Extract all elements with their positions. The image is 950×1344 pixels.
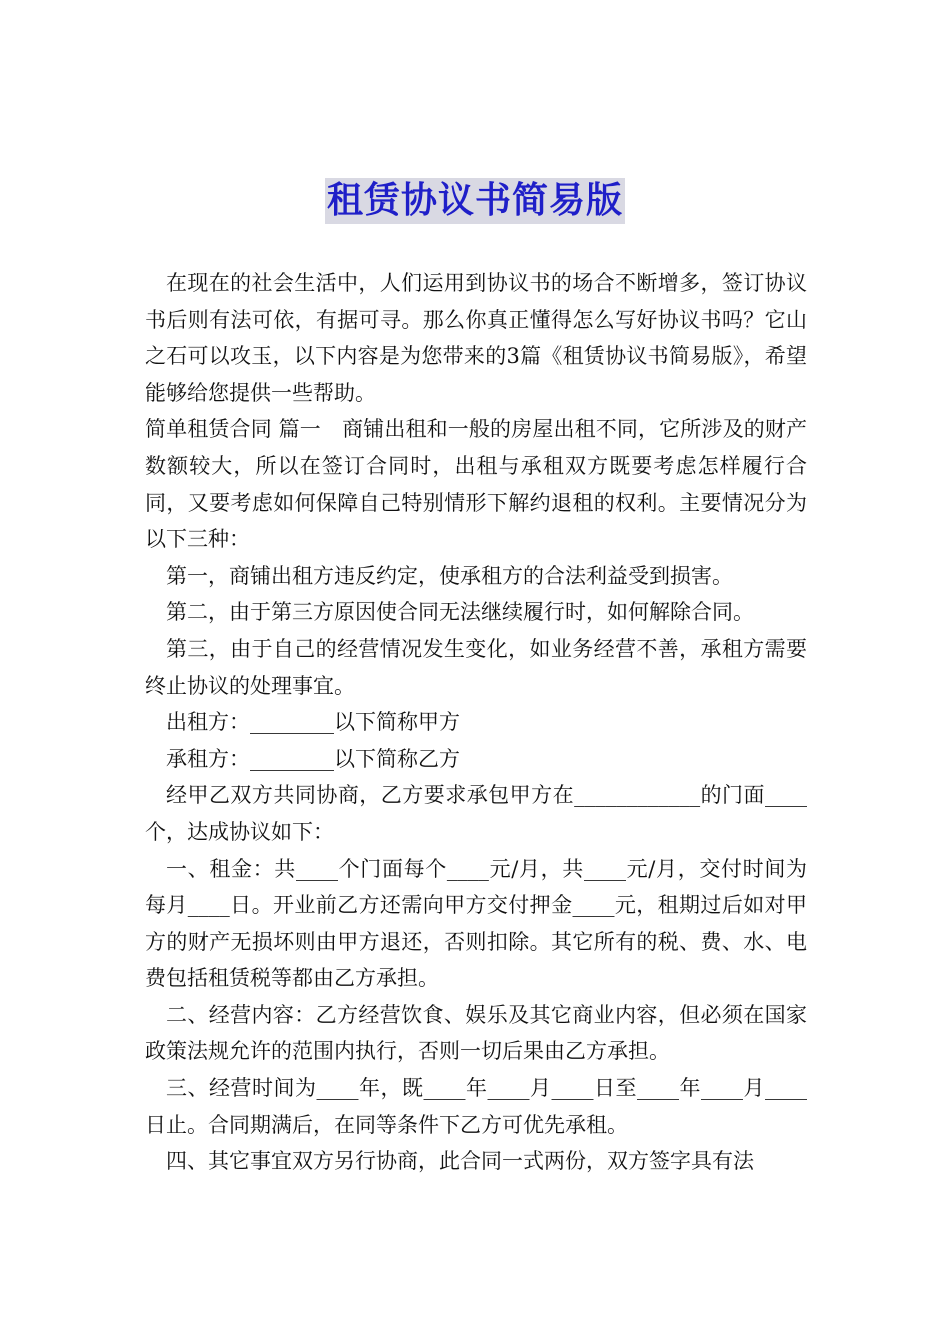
case-item: 第二，由于第三方原因使合同无法继续履行时，如何解除合同。 bbox=[166, 600, 754, 625]
clause-paragraph: 二、经营内容：乙方经营饮食、娱乐及其它商业内容，但必须在国家政策法规允许的范围内执行，否则一切后果由乙方承担。 bbox=[145, 1002, 807, 1064]
title-text: 租赁协议书简易版 bbox=[325, 178, 625, 224]
intro-paragraph: 在现在的社会生活中，人们运用到协议书的场合不断增多，签订协议书后则有法可依，有据可寻。那么你真正懂得怎么写好协议书吗？它山之石可以攻玉，以下内容是为您带来的3篇《租赁协议书简易版》，希望能够给您提供一些帮助。 bbox=[145, 271, 807, 405]
lessor-line: 出租方：________以下简称甲方 bbox=[166, 710, 460, 735]
clause-paragraph: 三、经营时间为____年，既____年____月____日至____年____月____日止。合同期满后，在同等条件下乙方可优先承租。 bbox=[145, 1076, 807, 1137]
lessee-line: 承租方：________以下简称乙方 bbox=[166, 746, 460, 771]
agreement-paragraph: 经甲乙双方共同协商，乙方要求承包甲方在____________的门面____个，达成协议如下： bbox=[145, 783, 807, 844]
case-item: 第一，商铺出租方违反约定，使承租方的合法利益受到损害。 bbox=[166, 563, 733, 588]
case-item: 第三，由于自己的经营情况发生变化，如业务经营不善，承租方需要终止协议的处理事宜。 bbox=[145, 636, 807, 698]
document-title bbox=[0, 178, 950, 224]
clause-paragraph: 一、租金：共____个门面每个____元/月，共____元/月，交付时间为每月____日。开业前乙方还需向甲方交付押金____元，租期过后如对甲方的财产无损坏则由甲方退还，否则扣除。其它所有的税、费、水、电费包括租赁税等都由乙方承担。 bbox=[145, 856, 807, 991]
clause-paragraph: 四、其它事宜双方另行协商，此合同一式两份，双方签字具有法 bbox=[166, 1149, 754, 1174]
document-body bbox=[145, 265, 807, 1180]
section-paragraph: 简单租赁合同 篇一 商铺出租和一般的房屋出租不同，它所涉及的财产数额较大，所以在签订合同时，出租与承租双方既要考虑怎样履行合同，又要考虑如何保障自己特别情形下解约退租的权利。主要情况分为以下三种： bbox=[145, 417, 807, 552]
